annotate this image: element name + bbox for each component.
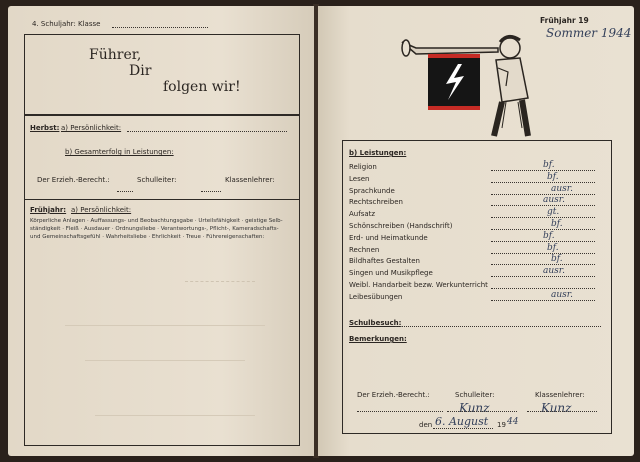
subject-grade: ausr. <box>551 183 573 194</box>
subject-grade: ausr. <box>551 289 573 300</box>
subject-name: Lesen <box>349 174 370 183</box>
motto-line-2: Dir <box>129 63 152 79</box>
sig-teacher-label: Klassenlehrer: <box>535 391 585 399</box>
subject-name: Aufsatz <box>349 210 376 219</box>
sig-line-parent <box>357 411 443 412</box>
term-handwritten: Sommer 1944 <box>546 26 632 40</box>
grade-dotted-line <box>491 205 595 206</box>
herbst-personality-line <box>127 131 287 132</box>
grades-frame <box>342 140 612 434</box>
school-year-label: 4. Schuljahr: Klasse <box>32 20 101 28</box>
subject-grade: ausr. <box>543 195 565 206</box>
grade-dotted-line <box>491 170 595 171</box>
section-divider <box>25 199 299 200</box>
date-handwritten: 6. August <box>435 415 489 428</box>
subject-grade: gt. <box>547 207 560 218</box>
subject-row <box>343 160 611 174</box>
schulbesuch-label: Schulbesuch: <box>349 319 402 327</box>
subject-row <box>343 195 611 209</box>
sig-parent-label: Der Erzieh.-Berecht.: <box>357 391 430 399</box>
grade-dotted-line <box>491 253 595 254</box>
herbst-personality-label: a) Persönlichkeit: <box>61 124 122 132</box>
herbst-overall-label: b) Gesamterfolg in Leistungen: <box>65 148 174 156</box>
fruehjahr-criteria <box>30 217 283 241</box>
subject-name: Leibesübungen <box>349 292 403 301</box>
grade-dotted-line <box>491 288 595 289</box>
subject-grade: bf. <box>543 230 555 241</box>
show-through-mark <box>185 265 255 282</box>
herbst-sig-line-2 <box>201 191 221 192</box>
year-prefix: 19 <box>497 421 506 429</box>
criteria-line-3: und Gemeinschaftsgefühl · Wahrheitsliebe · Ehrlichkeit · Treue · Führereigenschaften: <box>30 234 265 240</box>
subject-grade: bf. <box>551 219 563 229</box>
subject-name: Sprachkunde <box>349 186 395 195</box>
subject-name: Singen und Musikpflege <box>349 269 433 278</box>
herbst-sig-principal-label: Schulleiter: <box>137 176 177 184</box>
fruehjahr-personality-label: a) Persönlichkeit: <box>71 206 132 214</box>
date-prefix: den <box>419 421 433 429</box>
subject-name: Schönschreiben (Handschrift) <box>349 222 453 230</box>
boy-figure-icon <box>494 36 528 136</box>
right-page <box>318 6 634 456</box>
fruehjahr-heading: Frühjahr: <box>30 206 67 214</box>
subject-row <box>343 183 611 198</box>
subject-name: Rechtschreiben <box>349 198 403 207</box>
subject-row <box>343 219 611 233</box>
grade-dotted-line <box>491 182 595 183</box>
subject-name: Bildhaftes Gestalten <box>349 257 420 266</box>
subject-row <box>343 254 611 268</box>
motto-line-1: Führer, <box>89 47 142 63</box>
herbst-sig-line-1 <box>117 191 133 192</box>
sig-line-teacher <box>527 411 597 412</box>
subject-name: Erd- und Heimatkunde <box>349 233 428 242</box>
date-line <box>433 428 493 429</box>
subject-row <box>343 207 611 221</box>
class-dotted-line <box>112 27 208 28</box>
evaluation-frame <box>24 114 300 446</box>
subject-name: Weibl. Handarbeit bezw. Werkunterricht <box>349 281 488 289</box>
subject-row <box>343 266 611 280</box>
trumpeter-illustration <box>398 28 538 140</box>
motto-line-3: folgen wir! <box>163 79 241 95</box>
principal-signature: Kunz <box>459 401 490 415</box>
subject-grade: bf. <box>543 160 555 170</box>
sig-line-principal <box>447 411 517 412</box>
subject-row <box>343 230 611 245</box>
herbst-sig-teacher-label: Klassenlehrer: <box>225 176 275 184</box>
subject-name: Rechnen <box>349 245 380 254</box>
subject-name: Religion <box>349 163 377 171</box>
sig-principal-label: Schulleiter: <box>455 391 495 399</box>
herbst-sig-parent-label: Der Erzieh.-Berecht.: <box>37 176 110 184</box>
criteria-line-2: ständigkeit · Fleiß · Ausdauer · Ordnungsliebe · Verantwortungs-, Pflicht-, Kameradschafts- <box>30 226 279 232</box>
subject-row <box>343 242 611 257</box>
show-through-mark <box>95 415 255 416</box>
subject-grade: bf. <box>547 242 559 253</box>
show-through-mark <box>85 360 245 361</box>
show-through-mark <box>65 325 265 326</box>
grade-dotted-line <box>491 217 595 218</box>
grade-dotted-line <box>491 300 595 301</box>
subject-grade: bf. <box>551 254 563 265</box>
subject-grade: bf. <box>547 171 559 182</box>
grade-dotted-line <box>491 276 595 277</box>
subject-row <box>343 289 611 304</box>
fruehjahr-year-label: Frühjahr 19 <box>540 16 589 25</box>
schulbesuch-line <box>395 326 601 327</box>
subject-grade: ausr. <box>543 266 565 277</box>
grade-dotted-line <box>491 241 595 242</box>
banner-flag-icon <box>428 54 480 110</box>
motto-box <box>24 34 300 116</box>
year-handwritten: 44 <box>507 417 519 427</box>
trumpet-icon <box>402 40 498 56</box>
left-page <box>8 6 314 456</box>
criteria-line-1: Körperliche Anlagen · Auffassungs- und Beobachtungsgabe · Urteilsfähigkeit · geistige Selb- <box>30 218 283 224</box>
bemerkungen-label: Bemerkungen: <box>349 335 407 343</box>
teacher-signature: Kunz <box>541 401 572 415</box>
herbst-heading: Herbst: <box>30 124 60 132</box>
leistungen-heading: b) Leistungen: <box>349 149 407 157</box>
